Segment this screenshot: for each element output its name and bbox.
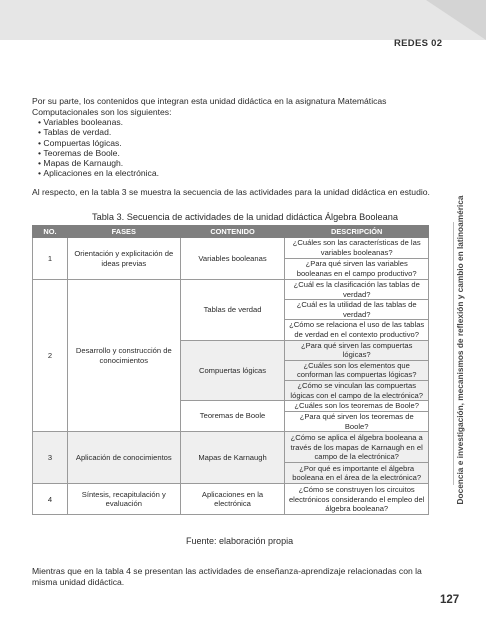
description-cell: ¿Para qué sirven las compuertas lógicas?	[285, 340, 429, 360]
description-cell: ¿Cómo se vinculan las compuertas lógicas con el campo de la electrónica?	[285, 380, 429, 400]
list-item: • Variables booleanas.	[38, 117, 159, 127]
list-item: • Aplicaciones en la electrónica.	[38, 168, 159, 178]
header-contenido: CONTENIDO	[180, 226, 285, 238]
table-row	[33, 432, 429, 463]
row-number: 3	[33, 432, 68, 484]
list-item: • Teoremas de Boole.	[38, 148, 159, 158]
description-cell: ¿Cómo se relaciona el uso de las tablas de verdad en el contexto productivo?	[285, 320, 429, 340]
table-row	[33, 238, 429, 259]
header-descripcion: DESCRIPCIÓN	[285, 226, 429, 238]
list-item: • Tablas de verdad.	[38, 127, 159, 137]
description-cell: ¿Cómo se construyen los circuitos electrónicos considerando el empleo del álgebra booleana?	[285, 484, 429, 515]
phase-cell: Orientación y explicitación de ideas previas	[67, 238, 180, 280]
phase-cell: Aplicación de conocimientos	[67, 432, 180, 484]
content-list	[38, 117, 159, 179]
table-intro-paragraph: Al respecto, en la tabla 3 se muestra la secuencia de las actividades para la unidad didáctica en estudio.	[32, 187, 430, 197]
description-cell: ¿Cuáles son las características de las variables booleanas?	[285, 238, 429, 259]
description-cell: ¿Cuál es la utilidad de las tablas de verdad?	[285, 300, 429, 320]
side-running-title-text: Docencia e investigación, mecanismos de reflexión y cambio en latinoamérica	[455, 195, 465, 505]
row-number: 2	[33, 280, 68, 432]
list-item: • Compuertas lógicas.	[38, 138, 159, 148]
table-row	[33, 484, 429, 515]
row-number: 1	[33, 238, 68, 280]
running-header: REDES 02	[394, 38, 443, 49]
table-source: Fuente: elaboración propia	[186, 536, 294, 546]
page-corner-decoration	[0, 0, 486, 40]
description-cell: ¿Cómo se aplica el álgebra booleana a través de los mapas de Karnaugh en el campo de la electrónica?	[285, 432, 429, 463]
description-cell: ¿Cuál es la clasificación las tablas de verdad?	[285, 280, 429, 300]
page-corner-fold	[426, 0, 486, 40]
page-number: 127	[440, 594, 460, 606]
content-cell: Compuertas lógicas	[180, 340, 285, 401]
table-header-row	[33, 226, 429, 238]
closing-paragraph: Mientras que en la tabla 4 se presentan las actividades de enseñanza-aprendizaje relacionadas con la misma unidad didáctica.	[32, 566, 422, 587]
table-row	[33, 280, 429, 300]
description-cell: ¿Para qué sirven las variables booleanas en el campo productivo?	[285, 259, 429, 280]
content-cell: Teoremas de Boole	[180, 401, 285, 432]
table-caption: Tabla 3. Secuencia de actividades de la unidad didáctica Álgebra Booleana	[92, 212, 398, 222]
header-no: NO.	[33, 226, 68, 238]
side-divider	[453, 222, 454, 485]
content-cell: Variables booleanas	[180, 238, 285, 280]
intro-paragraph: Por su parte, los contenidos que integran esta unidad didáctica en la asignatura Matemáticas Computacionales son los siguientes:	[32, 96, 387, 117]
list-item: • Mapas de Karnaugh.	[38, 158, 159, 168]
content-cell: Mapas de Karnaugh	[180, 432, 285, 484]
phase-cell: Síntesis, recapitulación y evaluación	[67, 484, 180, 515]
header-fases: FASES	[67, 226, 180, 238]
activities-table	[32, 225, 429, 515]
phase-cell: Desarrollo y construcción de conocimientos	[67, 280, 180, 432]
row-number: 4	[33, 484, 68, 515]
content-cell: Tablas de verdad	[180, 280, 285, 341]
description-cell: ¿Cuáles son los teoremas de Boole?	[285, 401, 429, 412]
description-cell: ¿Para qué sirven los teoremas de Boole?	[285, 412, 429, 432]
description-cell: ¿Cuáles son los elementos que conforman las compuertas lógicas?	[285, 360, 429, 380]
content-cell: Aplicaciones en la electrónica	[180, 484, 285, 515]
description-cell: ¿Por qué es importante el álgebra booleana en el área de la electrónica?	[285, 463, 429, 484]
